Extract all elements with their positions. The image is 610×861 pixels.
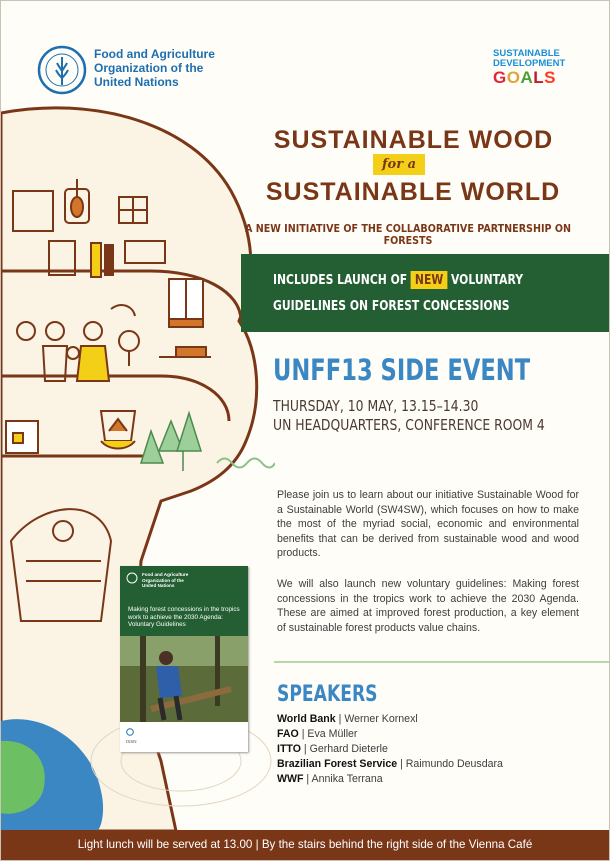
forest-photo-icon — [120, 636, 248, 722]
speaker-name: Raimundo Deusdara — [405, 758, 503, 770]
speaker-item: World Bank | Werner Kornexl — [277, 713, 418, 725]
event-date-time: THURSDAY, 10 MAY, 13.15–14.30 — [273, 397, 479, 415]
new-badge: NEW — [411, 271, 447, 289]
speaker-item: Brazilian Forest Service | Raimundo Deusdara — [277, 758, 503, 770]
banner-before-new: INCLUDES LAUNCH OF — [273, 272, 411, 288]
sdg-logo-icon — [493, 49, 573, 87]
footer-bar: Light lunch will be served at 13.00 | By the stairs behind the right side of the Vienna Café — [1, 830, 609, 860]
sdg-line2: DEVELOPMENT — [493, 58, 566, 69]
speaker-item: FAO | Eva Müller — [277, 728, 358, 740]
book-cover-icon — [120, 566, 248, 752]
event-venue: UN HEADQUARTERS, CONFERENCE ROOM 4 — [273, 416, 545, 434]
title-line2: SUSTAINABLE WORLD — [265, 178, 561, 206]
intro-paragraph: Please join us to learn about our initiative Sustainable Wood for a Sustainable World (SW4SW), which focuses on how to make the most of the myriad social, economic and environmental benefits that can be derived from sustainable wood and wood products. — [277, 489, 579, 559]
sdg-goals-letter: G — [493, 68, 507, 87]
speaker-org: ITTO — [277, 743, 301, 755]
cover-title: Making forest concessions in the tropics work to achieve the 2030 Agenda: Voluntary Guidelines — [128, 606, 240, 629]
section-divider — [274, 661, 609, 663]
fao-logo-icon — [37, 45, 87, 95]
sdg-goals-letter: A — [520, 68, 534, 87]
wave-divider-icon — [215, 456, 275, 470]
sdg-goals-word — [493, 69, 573, 87]
cover-footer-label: ISSN — [126, 739, 137, 744]
speaker-item: ITTO | Gerhard Dieterle — [277, 743, 388, 755]
banner-after-new: VOLUNTARY — [447, 272, 524, 288]
banner-line2: GUIDELINES ON FOREST CONCESSIONS — [273, 298, 510, 314]
fao-name: Food and Agriculture Organization of the United Nations — [94, 47, 215, 89]
fao-logo-icon — [126, 728, 134, 736]
sdg-line1: SUSTAINABLE — [493, 48, 560, 59]
sdg-goals-letter: S — [544, 68, 556, 87]
speaker-org: FAO — [277, 728, 299, 740]
speaker-org: WWF — [277, 773, 304, 785]
title-line1: SUSTAINABLE WOOD — [273, 126, 554, 154]
cover-footer — [120, 722, 248, 752]
subtitle: A NEW INITIATIVE OF THE COLLABORATIVE PARTNERSHIP ON FORESTS — [245, 223, 571, 247]
banner-line1 — [273, 267, 537, 293]
cover-org: Food and Agriculture Organization of the United Nations — [142, 572, 189, 589]
speaker-name: Eva Müller — [307, 728, 358, 740]
sdg-goals-letter: O — [506, 68, 521, 87]
event-name: UNFF13 SIDE EVENT — [273, 353, 531, 387]
title-connector: for a — [373, 154, 425, 175]
speaker-item: WWF | Annika Terrana — [277, 773, 383, 785]
speaker-name: Werner Kornexl — [344, 713, 418, 725]
speaker-name: Annika Terrana — [311, 773, 383, 785]
guidelines-paragraph: We will also launch new voluntary guidelines: Making forest concessions in the tropics work to achieve the 2030 Agenda. These are aimed at improved forest production, a key element of sustainable forest products value chains. — [277, 578, 579, 634]
speaker-name: Gerhard Dieterle — [309, 743, 388, 755]
speaker-org: World Bank — [277, 713, 336, 725]
speaker-org: Brazilian Forest Service — [277, 758, 398, 770]
launch-banner-text — [273, 267, 537, 319]
speakers-heading: SPEAKERS — [277, 682, 378, 707]
fao-logo-icon — [126, 572, 138, 584]
sdg-goals-letter: L — [533, 68, 545, 87]
